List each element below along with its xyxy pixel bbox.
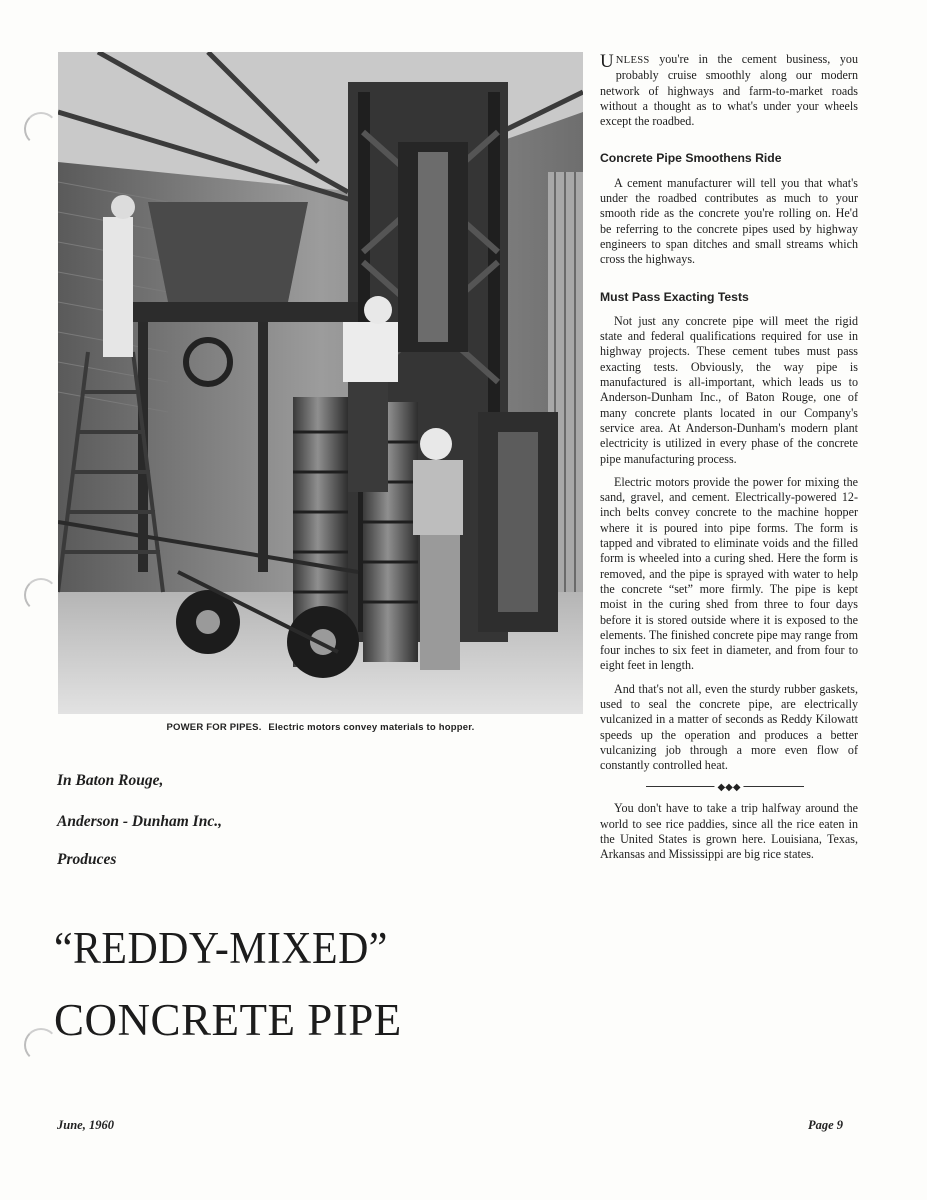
section-heading-smooth-ride: Concrete Pipe Smoothens Ride <box>600 151 782 166</box>
section-heading-exacting-tests: Must Pass Exacting Tests <box>600 289 749 304</box>
factory-photograph <box>58 52 583 714</box>
photo-illustration <box>58 52 583 714</box>
drop-cap: U <box>600 51 614 72</box>
article-column <box>600 52 858 871</box>
binder-hole <box>24 112 58 146</box>
article-paragraph-4: Electric motors provide the power for mixing the sand, gravel, and cement. Electrically-powered 12-inch belts convey concrete to the machine hopper where it is poured into pipe forms. The form is tapped and vibrated to eliminate voids and the filled form is wheeled into a curing shed. Here the form is removed, and the pipe is sprayed with water to help the concrete “set” more firmly. The pipe is kept moist in the curing shed from three to four days before it is stored outside where it is exposed to the elements. The finished concrete pipe may range from four inches to six feet in diameter, and from four to eight feet in length. <box>600 474 858 673</box>
caption-text: Electric motors convey materials to hopper. <box>268 722 475 733</box>
intro-line-produces: Produces <box>57 851 117 868</box>
binder-hole <box>24 578 58 612</box>
page-number: Page 9 <box>808 1118 844 1132</box>
headline-line-2: CONCRETE PIPE <box>54 995 402 1045</box>
paragraph-1-text: you're in the cement business, you probably cruise smoothly along our modern network of highways and farm-to-market roads without a thought as to what's under your wheels except the roadbed. <box>600 52 858 129</box>
divider-ornament-icon: ◆◆◆ <box>714 780 743 795</box>
article-paragraph-3: Not just any concrete pipe will meet the rigid state and federal qualifications required for use in highway projects. These cement tubes must pass exacting tests. Obviously, the way pipe is manufactured is all-important, which leads us to Anderson-Dunham Inc., of Baton Rouge, one of many concrete plants located in our Company's service area. At Anderson-Dunham's modern plant electricity is utilized in every phase of the concrete pipe manufacturing process. <box>600 313 858 466</box>
lead-smallcaps: NLESS <box>615 55 650 66</box>
intro-line-company: Anderson - Dunham Inc., <box>57 813 222 830</box>
caption-lead: POWER FOR PIPES. <box>166 722 262 733</box>
ornamental-divider <box>600 781 858 794</box>
article-paragraph-2: A cement manufacturer will tell you that what's under the roadbed contributes as much to your smooth ride as the concrete you're rolling on. He'd be referring to the concrete pipes used by highway engineers to span ditches and small streams which cross the highways. <box>600 175 858 267</box>
binder-hole <box>24 1028 58 1062</box>
intro-line-location: In Baton Rouge, <box>57 772 164 789</box>
article-paragraph-5: And that's not all, even the sturdy rubber gaskets, used to seal the concrete pipe, are electrically vulcanized in a matter of seconds as Reddy Kilowatt speeds up the operation and produces a better vulcanizing job through a more even flow of constantly controlled heat. <box>600 681 858 773</box>
article-paragraph-6: You don't have to take a trip halfway around the world to see rice paddies, since all the rice eaten in the United States is grown here. Louisiana, Texas, Arkansas and Mississippi are big rice states. <box>600 801 858 862</box>
issue-date: June, 1960 <box>57 1118 114 1132</box>
headline-line-1: “REDDY-MIXED” <box>54 923 388 973</box>
article-paragraph-1 <box>600 52 858 129</box>
photo-caption <box>58 722 583 733</box>
